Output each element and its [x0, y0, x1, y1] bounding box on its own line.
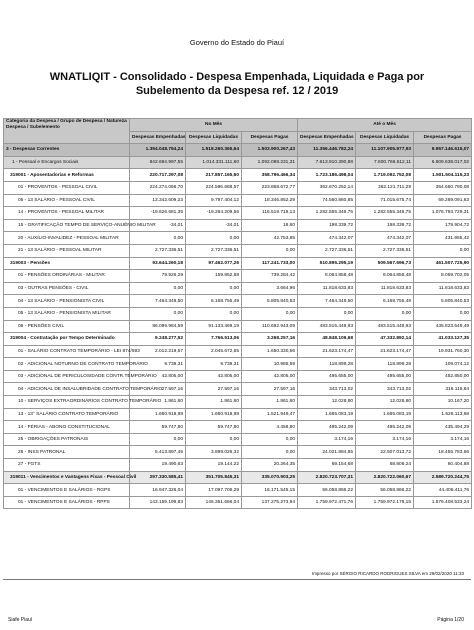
table-row: [4, 446, 472, 459]
table-row: [4, 144, 472, 157]
row-label: 14 - FÉRIAS - ABONO CONSTITUCIONAL: [4, 421, 130, 434]
row-value: 16.171.545,15: [242, 484, 298, 497]
row-value: 0,00: [242, 446, 298, 459]
row-value: 27.597,16: [242, 383, 298, 396]
row-value: 217.857.165,60: [186, 169, 242, 182]
row-label: 14 - PROVENTOS - PESSOAL MILITAR: [4, 207, 130, 220]
row-value: 12.028,80: [356, 396, 414, 409]
row-value: 20.264,35: [242, 459, 298, 472]
row-value: 42.805,00: [242, 370, 298, 383]
row-value: 68.808,24: [356, 459, 414, 472]
column-header: Despesas Pagas: [414, 131, 472, 144]
row-value: 354.660.790,08: [414, 181, 472, 194]
row-value: 510.895.295,19: [298, 257, 356, 270]
row-value: 7.464.349,50: [130, 295, 186, 308]
row-value: 1.282.555.346,75: [356, 207, 414, 220]
row-value: -19.626.681,35: [130, 207, 186, 220]
row-value: 74.560.860,85: [298, 194, 356, 207]
row-value: 431.955,42: [414, 232, 472, 245]
row-value: 3.174,16: [414, 433, 472, 446]
row-value: 10.167,20: [414, 396, 472, 409]
row-value: 0,00: [130, 232, 186, 245]
row-value: 739.284,42: [242, 270, 298, 283]
row-value: 11.818.633,83: [414, 282, 472, 295]
row-value: 118.899,28: [356, 358, 414, 371]
table-row: [4, 370, 472, 383]
row-value: 842.694.997,55: [130, 156, 186, 169]
row-value: 12.028,80: [298, 396, 356, 409]
page-number: Página 1/20: [437, 617, 464, 623]
row-value: 461.507.725,90: [414, 257, 472, 270]
row-value: 0,00: [130, 433, 186, 446]
row-value: 56.058.866,22: [356, 484, 414, 497]
row-value: 495.655,00: [356, 370, 414, 383]
table-row: [4, 358, 472, 371]
row-label: 15 - GRATIFICAÇÃO TEMPO DE SERVIÇO-ANUÊNIO MILITAR: [4, 219, 130, 232]
table-row: [4, 496, 472, 509]
row-value: 1.665.083,19: [356, 408, 414, 421]
row-label: 1 - Pessoal e Encargos Sociais: [4, 156, 130, 169]
government-name: Governo do Estado do Piauí: [189, 38, 285, 47]
row-value: 0,00: [356, 307, 414, 320]
row-label: 26 - INSS PATRONAL: [4, 446, 130, 459]
row-value: 495.242,09: [356, 421, 414, 434]
row-value: 143.159.199,83: [130, 496, 186, 509]
row-value: 2.045.672,65: [186, 345, 242, 358]
row-value: -19.264.209,56: [186, 207, 242, 220]
row-value: 297.330.585,41: [130, 471, 186, 484]
row-value: 0,00: [242, 244, 298, 257]
row-value: 0,00: [414, 244, 472, 257]
table-row: [4, 307, 472, 320]
row-value: 8.064.858,48: [298, 270, 356, 283]
row-label: 20 - AUXÍLIO-INVALIDEZ - PESSOAL MILITAR: [4, 232, 130, 245]
row-value: 2.727.336,51: [298, 244, 356, 257]
row-value: 21.623.174,47: [356, 345, 414, 358]
row-value: 21.623.174,47: [298, 345, 356, 358]
row-value: 335.070.903,25: [242, 471, 298, 484]
row-label: 25 - OBRIGAÇÕES PATRONAIS: [4, 433, 130, 446]
row-value: 1.521.949,47: [242, 408, 298, 421]
row-value: 3.174,16: [356, 433, 414, 446]
row-value: 3.664,96: [242, 282, 298, 295]
print-info: Impresso por SÉRGIO RICARDO RODRIGUES SILVA em 29/02/2020 11:33: [311, 571, 464, 576]
period-header-month: No Mês: [130, 119, 298, 132]
row-value: 11.818.633,83: [356, 282, 414, 295]
row-value: 3.899.026,32: [186, 446, 242, 459]
row-value: 2.727.336,51: [130, 244, 186, 257]
table-row: [4, 433, 472, 446]
row-value: 9.739,31: [186, 358, 242, 371]
row-value: 1.394.048.794,24: [130, 144, 186, 157]
row-value: 2.820.723.707,31: [298, 471, 356, 484]
row-value: 1.759.972.471,76: [298, 496, 356, 509]
row-value: 13.342.609,23: [130, 194, 186, 207]
row-label: 06 - PENSÕES CIVIL: [4, 320, 130, 333]
row-label: 319004 - Contratação por Tempo Determinado: [4, 333, 130, 346]
row-value: 41.033.127,35: [414, 333, 472, 346]
row-label: 01 - SALÁRIO CONTRATO TEMPORÁRIO - LEI 874/593: [4, 345, 130, 358]
row-value: 343.713,02: [356, 383, 414, 396]
row-value: 1.723.186.498,04: [298, 169, 356, 182]
table-row: [4, 244, 472, 257]
table-row: [4, 408, 472, 421]
row-value: 10.985,59: [242, 358, 298, 371]
row-value: 198.339,72: [298, 219, 356, 232]
row-value: 474.342,07: [356, 232, 414, 245]
row-label: 319001 - Aposentadorias e Reformas: [4, 169, 130, 182]
row-value: 1.665.083,19: [298, 408, 356, 421]
row-value: 1.759.972.176,15: [356, 496, 414, 509]
table-row: [4, 282, 472, 295]
row-label: 05 - 13 SALÁRIO - PENSIONISTA MILITAR: [4, 307, 130, 320]
column-header: Despesas Liquidadas: [186, 131, 242, 144]
row-value: 91.133.469,19: [186, 320, 242, 333]
column-header: Despesas Empenhadas: [130, 131, 186, 144]
row-label: 03 - ADICIONAL DE PERICULOSIDADE CONTR.TEMPORÁRIO: [4, 370, 130, 383]
row-label: 04 - 13 SALÁRIO - PENSIONISTA CIVIL: [4, 295, 130, 308]
row-value: 343.713,02: [298, 383, 356, 396]
row-value: 1.660.918,98: [186, 408, 242, 421]
row-value: 8.059.702,05: [414, 270, 472, 283]
row-value: 0,00: [186, 232, 242, 245]
row-value: 9.248.277,52: [130, 333, 186, 346]
row-value: 9.739,31: [130, 358, 186, 371]
row-value: 18.455.783,56: [414, 446, 472, 459]
row-value: 117.241.733,00: [242, 257, 298, 270]
row-value: 116.519.719,13: [242, 207, 298, 220]
column-header: Despesas Pagas: [242, 131, 298, 144]
table-row: [4, 383, 472, 396]
row-value: 2.820.722.060,67: [356, 471, 414, 484]
table-row: [4, 320, 472, 333]
table-row: [4, 169, 472, 182]
row-value: 9.957.146.615,07: [414, 144, 472, 157]
row-value: 19.931.760,30: [414, 345, 472, 358]
row-value: 0,00: [414, 307, 472, 320]
row-value: 495.242,09: [298, 421, 356, 434]
row-value: 69.269.091,63: [414, 194, 472, 207]
row-value: 24.021.884,85: [298, 446, 356, 459]
table-row: [4, 484, 472, 497]
row-value: 351.705.845,31: [186, 471, 242, 484]
table-row: [4, 232, 472, 245]
row-value: 137.275.273,94: [242, 496, 298, 509]
row-value: 4.458,80: [242, 421, 298, 434]
row-value: 495.655,00: [298, 370, 356, 383]
row-value: 0,00: [242, 433, 298, 446]
row-value: 0,00: [130, 282, 186, 295]
footer-divider: [3, 579, 471, 580]
row-value: 1.861,60: [242, 396, 298, 409]
row-value: 42.805,00: [186, 370, 242, 383]
row-value: 47.332.892,14: [356, 333, 414, 346]
row-label: 10 - SERVIÇOS EXTRAORDINÁRIOS CONTRATO TEMPORÁRIO: [4, 396, 130, 409]
report-title: WNATLIQIT - Consolidado - Despesa Empenhada, Liquidada e Paga por Subelemento da Despesa ref. 12 / 2019: [49, 71, 425, 97]
row-value: 1.501.504.115,23: [414, 169, 472, 182]
row-value: 224.596.668,57: [186, 181, 242, 194]
row-value: 6.168.755,49: [356, 295, 414, 308]
table-row: [4, 194, 472, 207]
row-label: 01 - PENSÕES ORDINÁRIAS - MILITAR: [4, 270, 130, 283]
row-label: 21 - 13 SALÁRIO - PESSOAL MILITAR: [4, 244, 130, 257]
row-value: 22.507.013,72: [356, 446, 414, 459]
table-row: [4, 471, 472, 484]
row-value: 0,00: [186, 282, 242, 295]
row-value: 110.692.943,09: [242, 320, 298, 333]
row-value: 19.144,22: [186, 459, 242, 472]
system-name: Siafe Piauí: [8, 617, 33, 623]
row-value: 1.719.092.752,08: [356, 169, 414, 182]
row-value: 223.868.672,77: [242, 181, 298, 194]
row-value: 59.747,80: [130, 421, 186, 434]
row-value: 1.503.900.267,43: [242, 144, 298, 157]
column-header: Despesas Liquidadas: [356, 131, 414, 144]
row-value: 3.268.257,16: [242, 333, 298, 346]
table-row: [4, 333, 472, 346]
row-label: 27 - FGTS: [4, 459, 130, 472]
row-value: 93.644.260,18: [130, 257, 186, 270]
row-value: 27.597,16: [130, 383, 186, 396]
row-value: 48.848.109,68: [298, 333, 356, 346]
row-value: 2.589.720.244,75: [414, 471, 472, 484]
row-label: 319003 - Pensões: [4, 257, 130, 270]
row-value: 1.092.098.231,31: [242, 156, 298, 169]
table-row: [4, 396, 472, 409]
row-value: 1.650.330,56: [242, 345, 298, 358]
table-row: [4, 156, 472, 169]
row-value: 1.014.331.111,60: [186, 156, 242, 169]
expense-table: [3, 118, 472, 509]
row-value: 358.796.466,34: [242, 169, 298, 182]
row-value: 1.282.555.346,75: [298, 207, 356, 220]
row-value: 483.515.448,93: [356, 320, 414, 333]
row-value: 198.339,72: [356, 219, 414, 232]
table-row: [4, 459, 472, 472]
row-value: 86.099.984,59: [130, 320, 186, 333]
row-value: 19.490,63: [130, 459, 186, 472]
row-value: -34,01: [130, 219, 186, 232]
row-value: 316.115,84: [414, 383, 472, 396]
row-value: 1.518.260.365,64: [186, 144, 242, 157]
row-value: -34,01: [186, 219, 242, 232]
row-value: 7.600.766.512,11: [356, 156, 414, 169]
row-value: 0,00: [298, 307, 356, 320]
row-value: 483.515.449,93: [298, 320, 356, 333]
row-value: 11.107.905.977,93: [356, 144, 414, 157]
table-row: [4, 295, 472, 308]
row-value: 159.852,58: [186, 270, 242, 283]
row-value: 2.012.219,57: [130, 345, 186, 358]
row-label: 01 - VENCIMENTOS E SALÁRIOS - RPPS: [4, 496, 130, 509]
row-value: 179.904,72: [414, 219, 472, 232]
table-row: [4, 257, 472, 270]
row-value: 56.058.866,22: [298, 484, 356, 497]
row-value: 7.464.349,50: [298, 295, 356, 308]
row-value: 435.494,29: [414, 421, 472, 434]
row-value: 6.168.755,49: [186, 295, 242, 308]
row-value: 146.351.666,04: [186, 496, 242, 509]
row-value: 474.342,07: [298, 232, 356, 245]
row-value: 452.850,00: [414, 370, 472, 383]
row-value: 5.805.840,53: [414, 295, 472, 308]
row-value: 7.766.513,06: [186, 333, 242, 346]
row-label: 319011 - Vencimentos e Vantagens Fixas - Pessoal Civil: [4, 471, 130, 484]
row-value: 1.660.918,98: [130, 408, 186, 421]
row-label: 3 - Despesas Correntes: [4, 144, 130, 157]
row-value: 44.406.411,76: [414, 484, 472, 497]
row-value: 7.613.910.390,88: [298, 156, 356, 169]
table-row: [4, 270, 472, 283]
row-value: 1.076.793.729,31: [414, 207, 472, 220]
row-value: 3.174,16: [298, 433, 356, 446]
row-value: 362.670.252,14: [298, 181, 356, 194]
row-value: 2.727.336,51: [356, 244, 414, 257]
row-label: 05 - 13 SALÁRIO - PESSOAL CIVIL: [4, 194, 130, 207]
row-value: 1.526.113,68: [414, 408, 472, 421]
row-value: 59.747,80: [186, 421, 242, 434]
row-value: 42.805,00: [130, 370, 186, 383]
row-value: 17.097.706,29: [186, 484, 242, 497]
row-label: 03 - OUTRAS PENSÕES - CIVIL: [4, 282, 130, 295]
row-value: 1.576.408.533,24: [414, 496, 472, 509]
row-value: 435.823.549,49: [414, 320, 472, 333]
row-value: 97.462.077,26: [186, 257, 242, 270]
row-value: 9.797.404,12: [186, 194, 242, 207]
table-row: [4, 421, 472, 434]
row-value: 1.861,60: [186, 396, 242, 409]
table-row: [4, 219, 472, 232]
row-value: 8.064.858,48: [356, 270, 414, 283]
category-header: Categoria da Despesa / Grupo de Despesa / Natureza Despesa / Subelemento: [4, 119, 130, 144]
row-value: 11.356.446.782,24: [298, 144, 356, 157]
row-label: 04 - ADICIONAL DE INSALUBRIDADE CONTRATO TEMPORÁRIO: [4, 383, 130, 396]
row-value: 362.121.711,29: [356, 181, 414, 194]
row-value: 118.899,28: [298, 358, 356, 371]
row-value: 69.154,68: [298, 459, 356, 472]
table-row: [4, 181, 472, 194]
row-value: 5.805.840,53: [242, 295, 298, 308]
row-value: 0,00: [242, 307, 298, 320]
row-value: 224.274.066,70: [130, 181, 186, 194]
column-header: Despesas Empenhadas: [298, 131, 356, 144]
row-value: 509.567.696,73: [356, 257, 414, 270]
row-label: 01 - PROVENTOS - PESSOAL CIVIL: [4, 181, 130, 194]
row-value: 18.346.852,29: [242, 194, 298, 207]
row-value: 18,60: [242, 219, 298, 232]
row-value: 27.597,16: [186, 383, 242, 396]
row-value: 220.717.297,08: [130, 169, 186, 182]
row-value: 1.861,60: [130, 396, 186, 409]
row-value: 79.926,29: [130, 270, 186, 283]
table-row: [4, 207, 472, 220]
table-row: [4, 345, 472, 358]
row-value: 2.727.336,51: [186, 244, 242, 257]
row-value: 11.818.633,83: [298, 282, 356, 295]
row-value: 5.413.897,45: [130, 446, 186, 459]
period-header-cumulative: Até o Mês: [298, 119, 472, 132]
row-value: 0,00: [186, 307, 242, 320]
row-value: 71.015.675,74: [356, 194, 414, 207]
row-value: 0,00: [186, 433, 242, 446]
row-value: 42.753,85: [242, 232, 298, 245]
row-value: 0,00: [130, 307, 186, 320]
row-label: 01 - VENCIMENTOS E SALÁRIOS - RGPS: [4, 484, 130, 497]
row-value: 109.074,12: [414, 358, 472, 371]
row-value: 16.947.326,04: [130, 484, 186, 497]
row-label: 02 - ADICIONAL NOTURNO DE CONTRATO TEMPORÁRIO: [4, 358, 130, 371]
row-value: 6.609.638.017,02: [414, 156, 472, 169]
row-value: 60.404,88: [414, 459, 472, 472]
row-label: 13 - 13° SALÁRIO CONTRATO TEMPORÁRIO: [4, 408, 130, 421]
